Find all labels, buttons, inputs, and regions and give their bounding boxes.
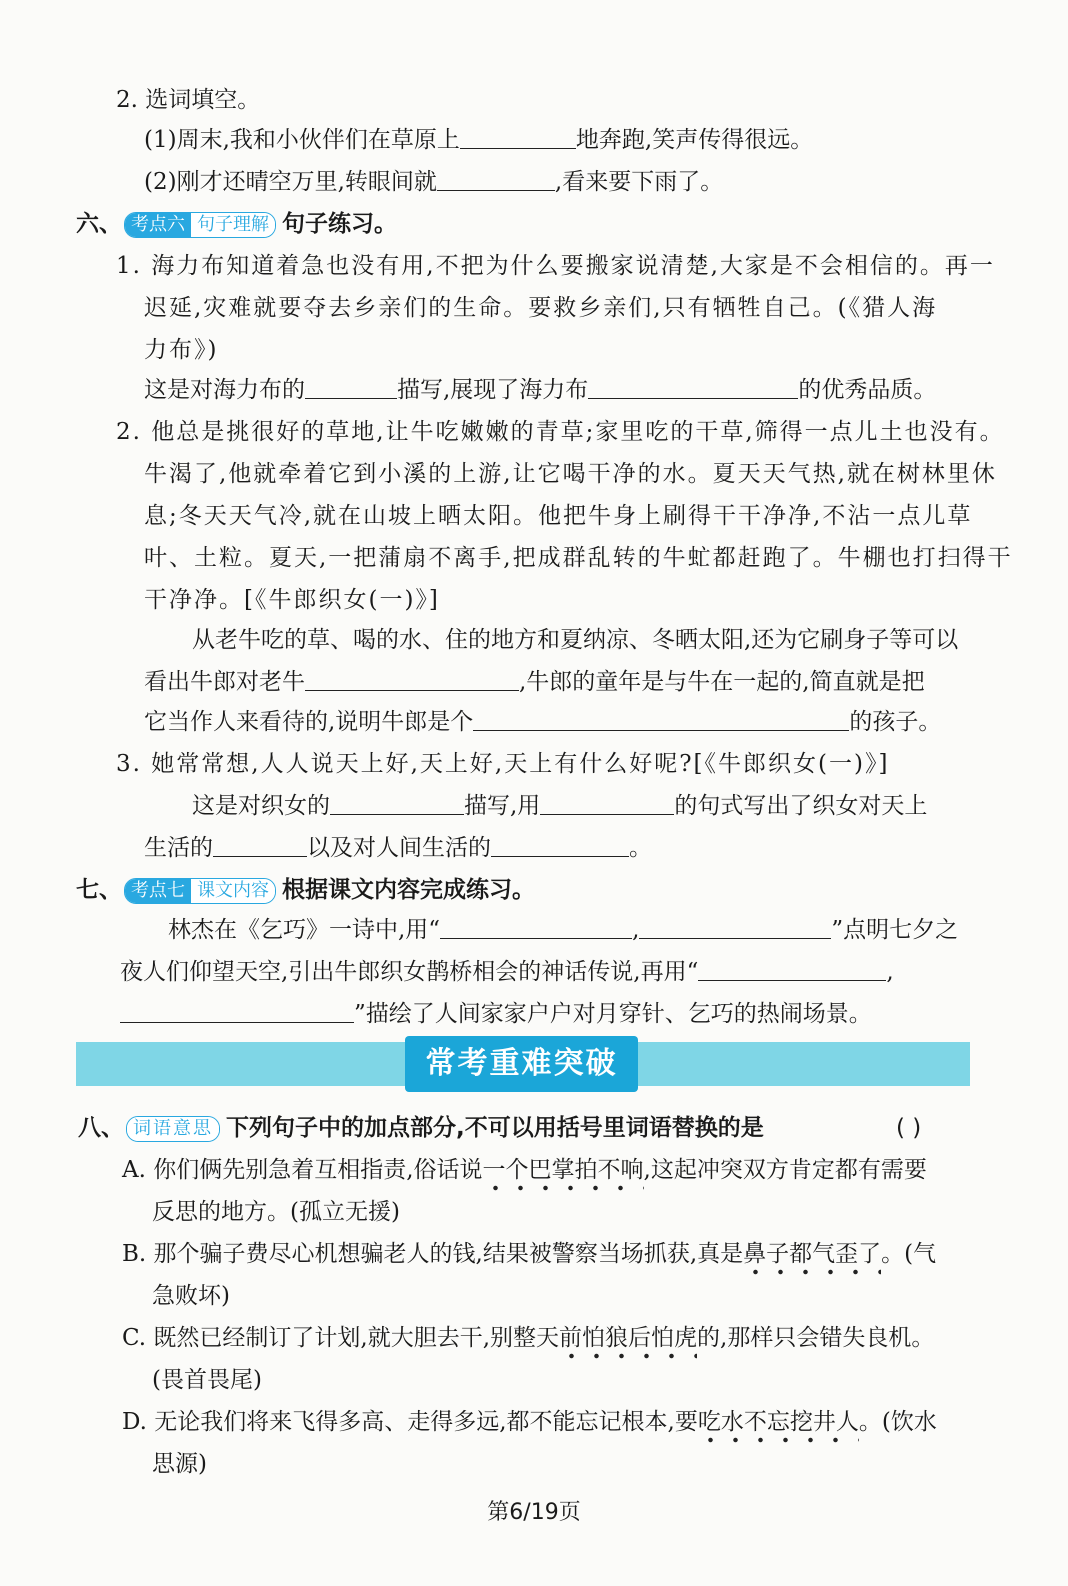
section-8-title: 下列句子中的加点部分,不可以用括号里词语替换的是 bbox=[226, 1115, 764, 1141]
s6-i1-ans-text-a: 这是对海力布的 bbox=[144, 377, 305, 403]
s6-i2-blank-1[interactable] bbox=[305, 666, 519, 691]
s7-blank-4[interactable] bbox=[120, 998, 354, 1023]
s6-item1-line3: 力布》) bbox=[144, 337, 219, 363]
q2-s1-text-end: 地奔跑,笑声传得很远。 bbox=[575, 127, 814, 153]
q2-s2-text-end: ,看来要下雨了。 bbox=[554, 169, 724, 195]
s7-text-b: , bbox=[632, 917, 640, 943]
option-c-line1 bbox=[122, 1322, 934, 1354]
q2-s1-text: (1)周末,我和小伙伴们在草原上 bbox=[144, 127, 460, 153]
q2-s2-text: (2)刚才还晴空万里,转眼间就 bbox=[144, 169, 437, 195]
s6-i2-ans-text-d: 的孩子。 bbox=[849, 709, 942, 735]
option-d-text: D. 无论我们将来飞得多高、走得多远,都不能忘记根本,要 bbox=[122, 1409, 698, 1435]
s6-item3-answer-line2 bbox=[144, 832, 652, 864]
s6-i1-ans-text-b: 描写,展现了海力布 bbox=[397, 377, 589, 403]
s6-i2-ans-text-c: 它当作人来看待的,说明牛郎是个 bbox=[144, 709, 474, 735]
q2-s2-blank[interactable] bbox=[437, 166, 555, 191]
s7-text-d: 夜人们仰望天空,引出牛郎织女鹊桥相会的神话传说,再用“ bbox=[120, 959, 699, 985]
s7-line1 bbox=[168, 914, 958, 946]
s6-item1-line1: 1. 海力布知道着急也没有用,不把为什么要搬家说清楚,大家是不会相信的。再一 bbox=[116, 253, 995, 279]
s6-i3-ans-text-a: 这是对织女的 bbox=[192, 793, 330, 819]
section-7-tag-b: 课文内容 bbox=[191, 879, 275, 903]
option-a-text-end: ,这起冲突双方肯定都有需要 bbox=[643, 1157, 927, 1183]
s6-i1-blank-1[interactable] bbox=[305, 374, 397, 399]
section-7-header bbox=[76, 874, 535, 906]
option-c-dotted-phrase: 前怕狼后怕虎 bbox=[559, 1325, 697, 1361]
s6-item1-answer bbox=[144, 374, 936, 406]
s7-blank-1[interactable] bbox=[440, 914, 632, 939]
section-7-title: 根据课文内容完成练习。 bbox=[282, 877, 535, 903]
q2-sentence-2 bbox=[144, 166, 723, 198]
section-6-tag-b: 句子理解 bbox=[191, 213, 275, 237]
option-b-line1 bbox=[122, 1238, 936, 1270]
section-8-header bbox=[78, 1112, 764, 1144]
s7-line2 bbox=[120, 956, 894, 988]
section-7-tag bbox=[124, 878, 276, 904]
option-a-line1 bbox=[122, 1154, 927, 1186]
s6-i2-ans-text-a: 看出牛郎对老牛 bbox=[144, 669, 305, 695]
banner-title: 常考重难突破 bbox=[405, 1036, 638, 1092]
s7-line3 bbox=[120, 998, 872, 1030]
option-c-text: C. 既然已经制订了计划,就大胆去干,别整天 bbox=[122, 1325, 560, 1351]
option-c-line2: (畏首畏尾) bbox=[152, 1367, 262, 1393]
section-7-tag-a: 考点七 bbox=[125, 879, 191, 903]
option-d-line1 bbox=[122, 1406, 937, 1438]
s6-item2-line4: 叶、土粒。夏天,一把蒲扇不离手,把成群乱转的牛虻都赶跑了。牛棚也打扫得干 bbox=[144, 545, 1013, 571]
s6-i3-ans-text-c: 的句式写出了织女对天上 bbox=[674, 793, 928, 819]
section-6-header bbox=[76, 208, 397, 240]
s7-text-e: , bbox=[886, 959, 894, 985]
section-7-number: 七、 bbox=[76, 877, 122, 903]
option-b-text: B. 那个骗子费尽心机想骗老人的钱,结果被警察当场抓获,真是 bbox=[122, 1241, 744, 1267]
option-d-line2: 思源) bbox=[152, 1451, 207, 1477]
section-6-tag-a: 考点六 bbox=[125, 213, 191, 237]
s6-item2-line1: 2. 他总是挑很好的草地,让牛吃嫩嫩的青草;家里吃的干草,筛得一点儿土也没有。 bbox=[116, 419, 1005, 445]
s7-text-a: 林杰在《乞巧》一诗中,用“ bbox=[168, 917, 441, 943]
s7-blank-2[interactable] bbox=[639, 914, 831, 939]
option-b-text-end: 。(气 bbox=[881, 1241, 937, 1267]
s6-item3-line1: 3. 她常常想,人人说天上好,天上好,天上有什么好呢?[《牛郎织女(一)》] bbox=[116, 751, 890, 777]
page-number: 第6/19页 bbox=[487, 1500, 581, 1525]
section-6-tag bbox=[124, 212, 276, 238]
option-d-text-end: 。(饮水 bbox=[858, 1409, 937, 1435]
s6-i2-ans-text-b: ,牛郎的童年是与牛在一起的,简直就是把 bbox=[519, 669, 925, 695]
s6-i1-ans-text-c: 的优秀品质。 bbox=[798, 377, 937, 403]
s6-item2-answer-line2 bbox=[144, 666, 925, 698]
s6-i3-blank-4[interactable] bbox=[491, 832, 629, 857]
section-8-tag-label: 词语意思 bbox=[127, 1117, 219, 1141]
s7-text-f: ”描绘了人间家家户户对月穿针、乞巧的热闹场景。 bbox=[354, 1001, 872, 1027]
s6-i1-blank-2[interactable] bbox=[588, 374, 798, 399]
s6-i2-blank-2[interactable] bbox=[473, 706, 849, 731]
section-8-tag bbox=[126, 1116, 220, 1142]
q2-sentence-1 bbox=[144, 124, 813, 156]
s6-item2-answer-line1: 从老牛吃的草、喝的水、住的地方和夏纳凉、冬晒太阳,还为它刷身子等可以 bbox=[192, 627, 959, 653]
option-b-dotted-phrase: 鼻子都气歪了 bbox=[743, 1241, 881, 1277]
s6-i3-blank-3[interactable] bbox=[213, 832, 307, 857]
s6-i3-blank-2[interactable] bbox=[540, 790, 674, 815]
s6-i3-ans-text-b: 描写,用 bbox=[464, 793, 541, 819]
s6-item2-line2: 牛渴了,他就牵着它到小溪的上游,让它喝干净的水。夏天天气热,就在树林里休 bbox=[144, 461, 997, 487]
option-a-line2: 反思的地方。(孤立无援) bbox=[152, 1199, 400, 1225]
option-d-dotted-phrase: 吃水不忘挖井人 bbox=[698, 1409, 859, 1445]
s6-i3-ans-text-d: 生活的 bbox=[144, 835, 213, 861]
s6-i3-ans-text-f: 。 bbox=[629, 835, 652, 861]
section-6-number: 六、 bbox=[76, 211, 122, 237]
s6-item3-answer-line1 bbox=[192, 790, 927, 822]
option-b-line2: 急败坏) bbox=[152, 1283, 230, 1309]
s6-item1-line2: 迟延,灾难就要夺去乡亲们的生命。要救乡亲们,只有牺牲自己。(《猎人海 bbox=[144, 295, 938, 321]
answer-bracket[interactable]: ( ) bbox=[896, 1115, 922, 1141]
option-a-dotted-phrase: 一个巴掌拍不响 bbox=[483, 1157, 644, 1193]
s6-item2-line5: 干净净。[《牛郎织女(一)》] bbox=[144, 587, 440, 613]
q2-s1-blank[interactable] bbox=[460, 124, 576, 149]
section-6-title: 句子练习。 bbox=[282, 211, 397, 237]
s6-i3-blank-1[interactable] bbox=[330, 790, 464, 815]
s6-item2-line3: 息;冬天天气冷,就在山坡上晒太阳。他把牛身上刷得干干净净,不沾一点儿草 bbox=[144, 503, 973, 529]
option-c-text-end: 的,那样只会错失良机。 bbox=[697, 1325, 935, 1351]
s7-blank-3[interactable] bbox=[698, 956, 886, 981]
q2-title: 2. 选词填空。 bbox=[116, 87, 261, 113]
section-8-number: 八、 bbox=[78, 1115, 124, 1141]
option-a-text: A. 你们俩先别急着互相指责,俗话说 bbox=[122, 1157, 483, 1183]
s6-i3-ans-text-e: 以及对人间生活的 bbox=[307, 835, 491, 861]
s6-item2-answer-line3 bbox=[144, 706, 941, 738]
s7-text-c: ”点明七夕之 bbox=[831, 917, 959, 943]
